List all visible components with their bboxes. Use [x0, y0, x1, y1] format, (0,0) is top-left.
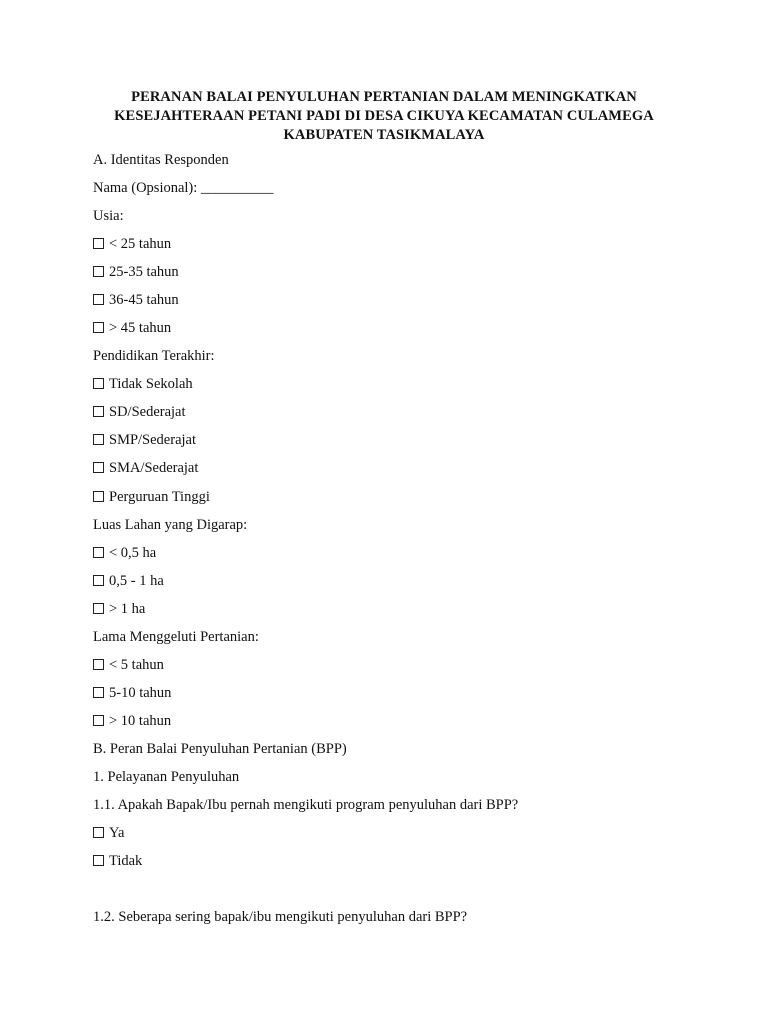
checkbox[interactable]: [93, 294, 104, 305]
checkbox[interactable]: [93, 491, 104, 502]
checkbox[interactable]: [93, 322, 104, 333]
usia-option[interactable]: [93, 319, 171, 337]
luas-lahan-option[interactable]: [93, 572, 164, 590]
title-line-2: KESEJAHTERAAN PETANI PADI DI DESA CIKUYA KECAMATAN CULAMEGA: [114, 108, 654, 124]
title-line-3: KABUPATEN TASIKMALAYA: [283, 127, 485, 143]
pendidikan-option[interactable]: [93, 375, 193, 393]
option-label: > 45 tahun: [109, 320, 172, 336]
checkbox[interactable]: [93, 547, 104, 558]
option-label: 25-35 tahun: [109, 264, 179, 280]
option-label: Tidak Sekolah: [109, 376, 193, 392]
nama-field: Nama (Opsional): __________: [93, 180, 274, 196]
usia-option[interactable]: [93, 291, 179, 309]
pendidikan-option[interactable]: [93, 459, 198, 477]
section-b-heading: B. Peran Balai Penyuluhan Pertanian (BPP): [93, 741, 347, 757]
title-line-1: PERANAN BALAI PENYULUHAN PERTANIAN DALAM MENINGKATKAN: [131, 89, 637, 105]
question-1-2: 1.2. Seberapa sering bapak/ibu mengikuti penyuluhan dari BPP?: [93, 909, 468, 925]
option-label: 36-45 tahun: [109, 292, 179, 308]
checkbox[interactable]: [93, 462, 104, 473]
luas-lahan-option[interactable]: [93, 600, 145, 618]
checkbox[interactable]: [93, 687, 104, 698]
usia-option[interactable]: [93, 263, 179, 281]
checkbox[interactable]: [93, 434, 104, 445]
luas-lahan-option[interactable]: [93, 544, 156, 562]
pendidikan-option[interactable]: [93, 488, 210, 506]
checkbox[interactable]: [93, 238, 104, 249]
option-label: SMA/Sederajat: [109, 460, 199, 476]
pendidikan-option[interactable]: [93, 403, 186, 421]
luas-lahan-label: Luas Lahan yang Digarap:: [93, 517, 248, 533]
option-label: SD/Sederajat: [109, 404, 186, 420]
option-label: 5-10 tahun: [109, 685, 172, 701]
option-label: < 0,5 ha: [109, 545, 157, 561]
checkbox[interactable]: [93, 855, 104, 866]
option-label: < 25 tahun: [109, 236, 172, 252]
option-label: Ya: [109, 825, 125, 841]
lama-option[interactable]: [93, 712, 171, 730]
option-label: Tidak: [109, 853, 143, 869]
subsection-heading: 1. Pelayanan Penyuluhan: [93, 769, 240, 785]
section-a-heading: A. Identitas Responden: [93, 152, 229, 168]
option-label: SMP/Sederajat: [109, 432, 196, 448]
option-label: > 1 ha: [109, 601, 146, 617]
checkbox[interactable]: [93, 827, 104, 838]
usia-label: Usia:: [93, 208, 124, 224]
lama-option[interactable]: [93, 684, 171, 702]
checkbox[interactable]: [93, 715, 104, 726]
option-label: > 10 tahun: [109, 713, 172, 729]
lama-label: Lama Menggeluti Pertanian:: [93, 629, 259, 645]
pendidikan-option[interactable]: [93, 431, 196, 449]
question-1-1: 1.1. Apakah Bapak/Ibu pernah mengikuti program penyuluhan dari BPP?: [93, 797, 519, 813]
checkbox[interactable]: [93, 378, 104, 389]
checkbox[interactable]: [93, 603, 104, 614]
checkbox[interactable]: [93, 575, 104, 586]
checkbox[interactable]: [93, 406, 104, 417]
option-label: Perguruan Tinggi: [109, 489, 210, 505]
document-title: [60, 88, 708, 145]
option-label: < 5 tahun: [109, 657, 164, 673]
checkbox[interactable]: [93, 266, 104, 277]
answer-option[interactable]: [93, 852, 142, 870]
answer-option[interactable]: [93, 824, 124, 842]
checkbox[interactable]: [93, 659, 104, 670]
lama-option[interactable]: [93, 656, 164, 674]
pendidikan-label: Pendidikan Terakhir:: [93, 348, 215, 364]
option-label: 0,5 - 1 ha: [109, 573, 164, 589]
usia-option[interactable]: [93, 235, 171, 253]
